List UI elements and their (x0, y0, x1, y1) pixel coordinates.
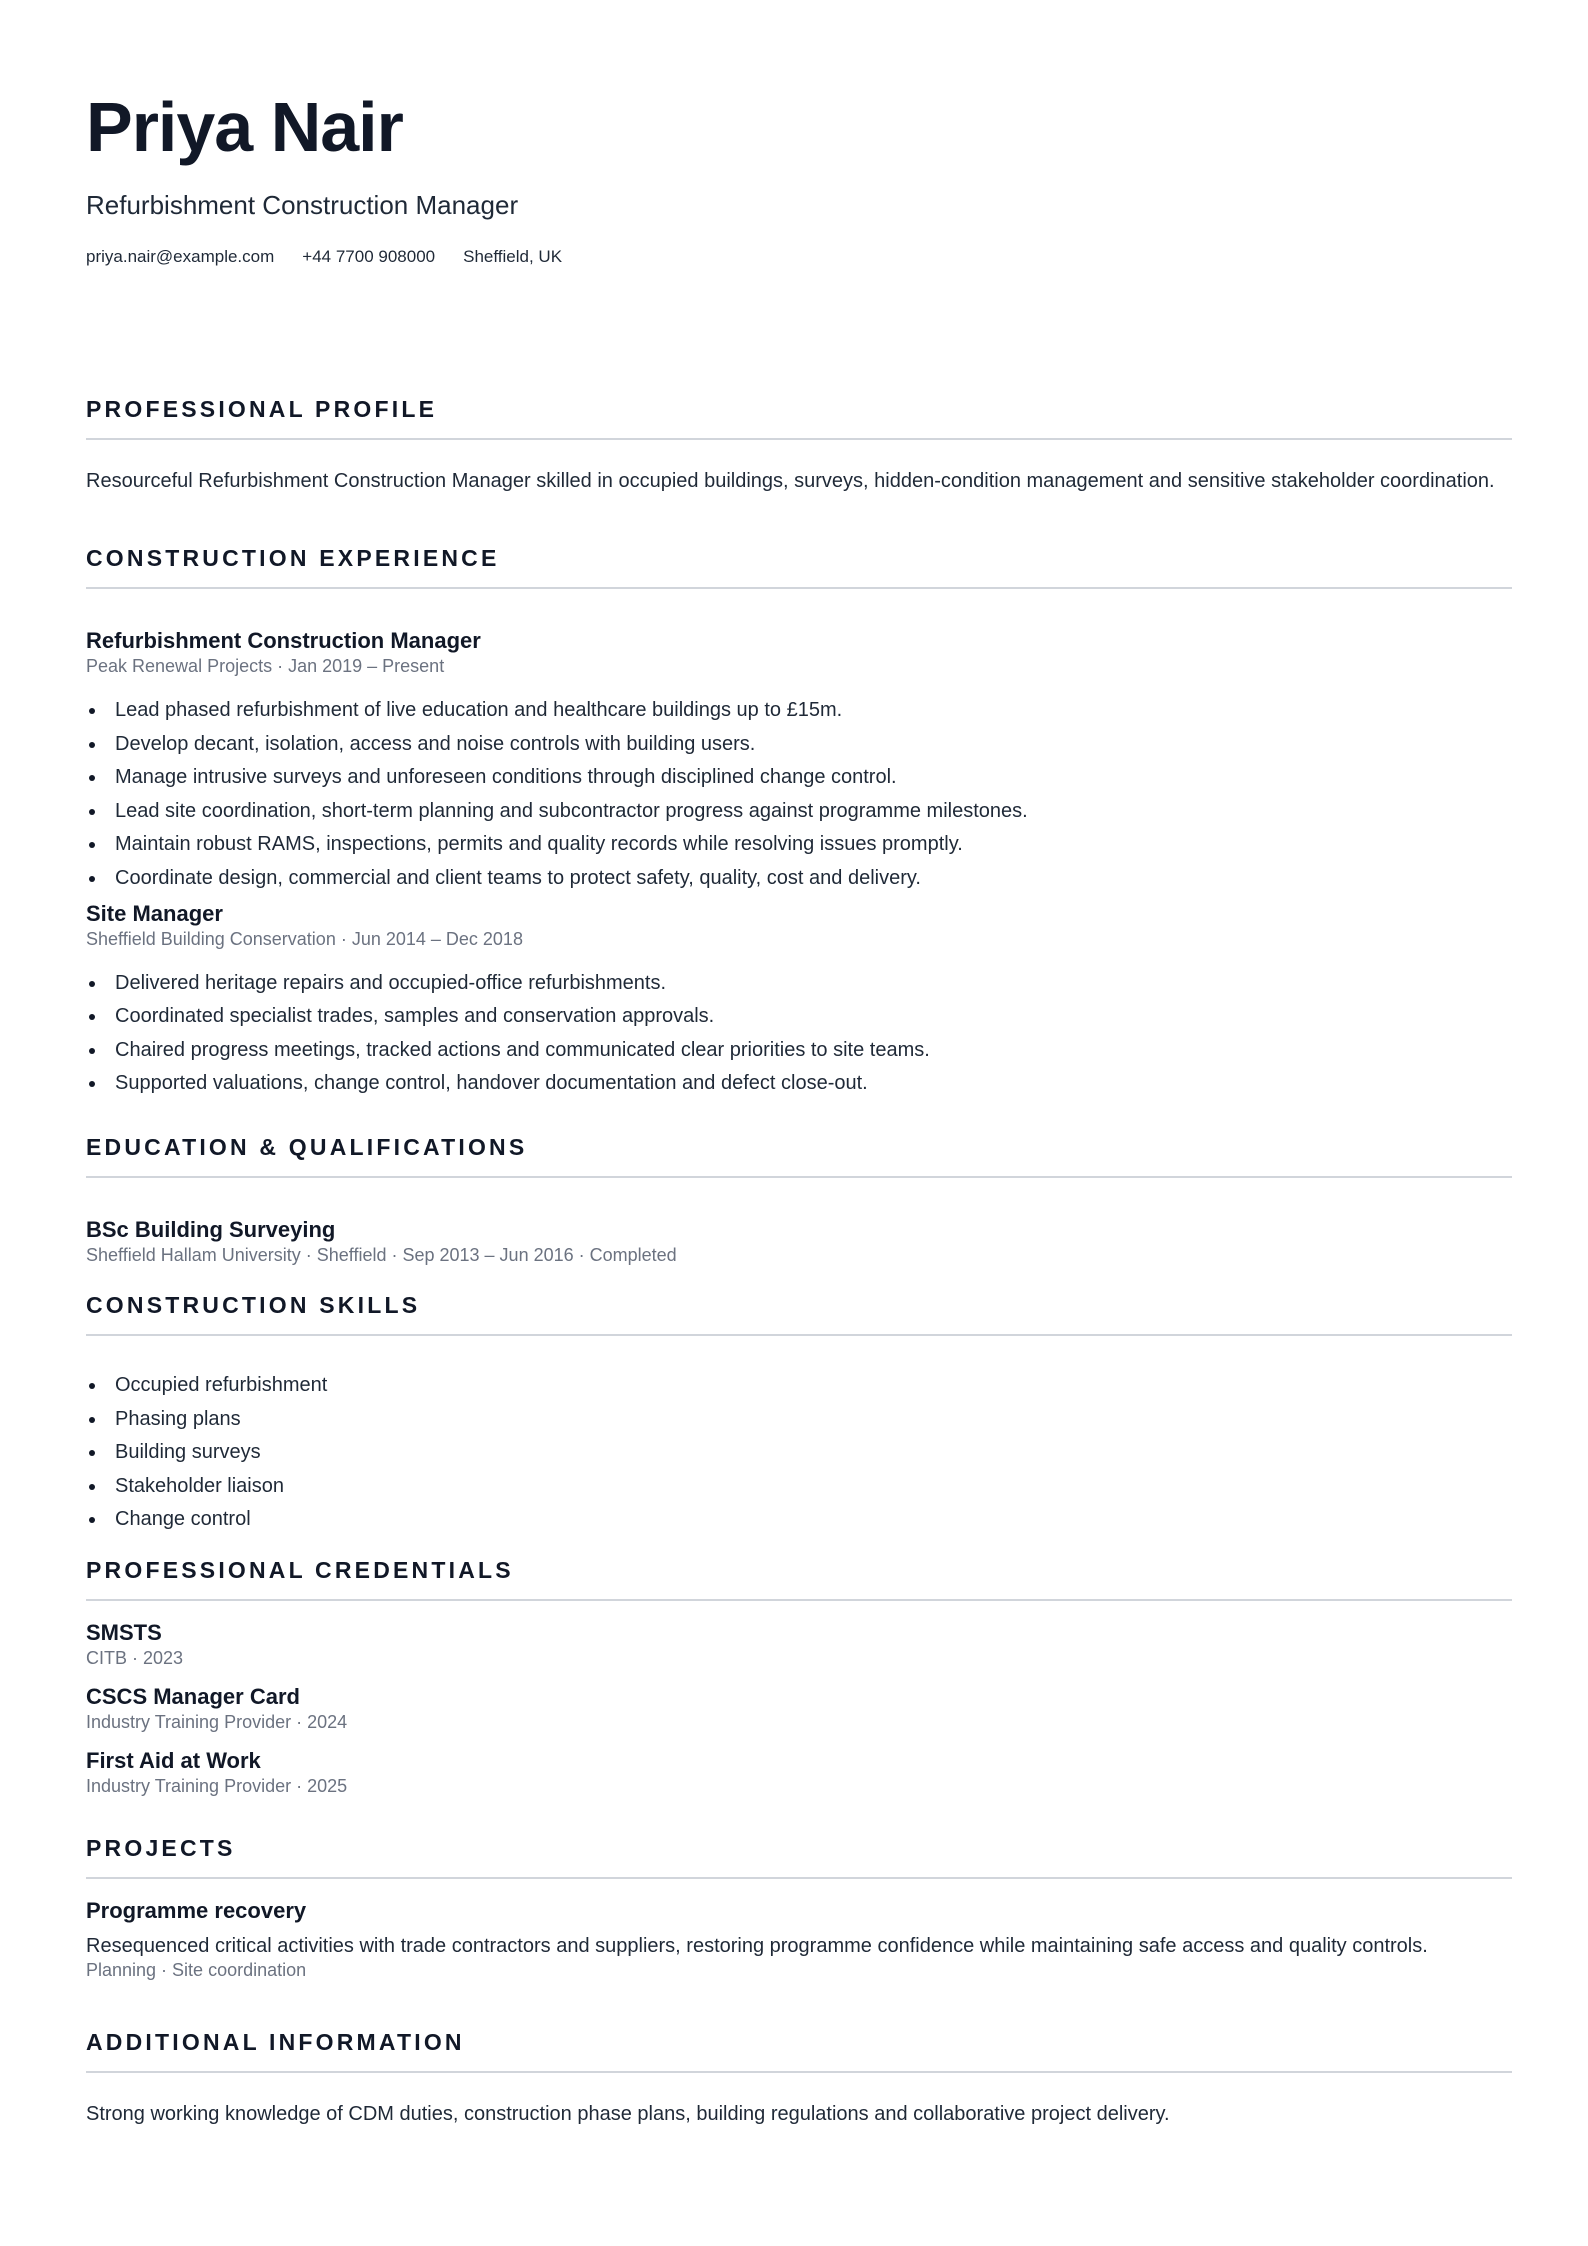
contact-line (86, 247, 562, 267)
list-item: Supported valuations, change control, handover documentation and defect close-out. (86, 1071, 1512, 1095)
contact-email[interactable]: priya.nair@example.com (86, 247, 275, 266)
job-entry (86, 900, 1512, 1096)
list-item: Delivered heritage repairs and occupied-office refurbishments. (86, 971, 1512, 995)
section-title: PROFESSIONAL CREDENTIALS (86, 1557, 514, 1583)
experience-section (86, 545, 1512, 1105)
credential-meta: Industry Training Provider · 2024 (86, 1712, 348, 1732)
section-divider (86, 2071, 1512, 2073)
list-item: Coordinate design, commercial and client teams to protect safety, quality, cost and delivery. (86, 866, 1512, 890)
skills-section (86, 1292, 1512, 1541)
section-title: PROJECTS (86, 1835, 236, 1861)
additional-text: Strong working knowledge of CDM duties, construction phase plans, building regulations and collaborative project delivery. (86, 2103, 1170, 2125)
credentials-section (86, 1557, 1512, 1797)
list-item: Chaired progress meetings, tracked actions and communicated clear priorities to site teams. (86, 1038, 1512, 1062)
section-divider (86, 1334, 1512, 1336)
credential-meta: Industry Training Provider · 2025 (86, 1776, 348, 1796)
project-entry (86, 1897, 1512, 1981)
candidate-role: Refurbishment Construction Manager (86, 190, 519, 220)
list-item: Develop decant, isolation, access and noise controls with building users. (86, 732, 1512, 756)
profile-section (86, 396, 1512, 494)
list-item: Lead phased refurbishment of live education and healthcare buildings up to £15m. (86, 698, 1512, 722)
job-meta: Peak Renewal Projects · Jan 2019 – Present (86, 656, 445, 676)
projects-section (86, 1835, 1512, 1981)
credential-entry (86, 1747, 1512, 1797)
education-section (86, 1134, 1512, 1266)
section-divider (86, 1599, 1512, 1601)
job-title: Site Manager (86, 900, 223, 926)
additional-section (86, 2029, 1512, 2127)
job-entry (86, 627, 1512, 890)
list-item: Phasing plans (86, 1407, 1512, 1431)
degree-title: BSc Building Surveying (86, 1217, 336, 1242)
job-bullets (86, 698, 1512, 890)
project-name: Programme recovery (86, 1898, 307, 1923)
credential-name: CSCS Manager Card (86, 1684, 300, 1709)
list-item: Lead site coordination, short-term planning and subcontractor progress against programme milestones. (86, 799, 1512, 823)
section-title: ADDITIONAL INFORMATION (86, 2029, 465, 2055)
section-title: PROFESSIONAL PROFILE (86, 396, 438, 422)
candidate-name: Priya Nair (86, 88, 403, 166)
list-item: Building surveys (86, 1440, 1512, 1464)
list-item: Occupied refurbishment (86, 1373, 1512, 1397)
list-item: Stakeholder liaison (86, 1474, 1512, 1498)
section-title: CONSTRUCTION EXPERIENCE (86, 545, 500, 571)
credential-name: SMSTS (86, 1620, 162, 1645)
section-title: CONSTRUCTION SKILLS (86, 1292, 421, 1318)
list-item: Maintain robust RAMS, inspections, permits and quality records while resolving issues promptly. (86, 832, 1512, 856)
section-divider (86, 438, 1512, 440)
job-title: Refurbishment Construction Manager (86, 628, 481, 653)
project-meta: Planning · Site coordination (86, 1960, 307, 1980)
section-divider (86, 1877, 1512, 1879)
contact-phone[interactable]: +44 7700 908000 (302, 247, 436, 266)
credential-entry (86, 1683, 1512, 1733)
job-bullets (86, 971, 1512, 1096)
skills-list (86, 1373, 1512, 1531)
job-meta: Sheffield Building Conservation · Jun 2014 – Dec 2018 (86, 928, 523, 949)
credential-name: First Aid at Work (86, 1748, 261, 1773)
credential-entry (86, 1619, 1512, 1669)
list-item: Manage intrusive surveys and unforeseen conditions through disciplined change control. (86, 765, 1512, 789)
list-item: Coordinated specialist trades, samples and conservation approvals. (86, 1004, 1512, 1028)
section-divider (86, 1176, 1512, 1178)
project-description: Resequenced critical activities with trade contractors and suppliers, restoring programme confidence while maintaining safe access and quality controls. (86, 1935, 1428, 1957)
credential-meta: CITB · 2023 (86, 1648, 184, 1668)
education-entry (86, 1216, 1512, 1266)
contact-location: Sheffield, UK (463, 247, 563, 266)
education-meta: Sheffield Hallam University · Sheffield · Sep 2013 – Jun 2016 · Completed (86, 1245, 677, 1265)
profile-text: Resourceful Refurbishment Construction Manager skilled in occupied buildings, surveys, hidden-condition management and sensitive stakeholder coordination. (86, 470, 1495, 492)
list-item: Change control (86, 1507, 1512, 1531)
section-divider (86, 587, 1512, 589)
section-title: EDUCATION & QUALIFICATIONS (86, 1134, 528, 1160)
